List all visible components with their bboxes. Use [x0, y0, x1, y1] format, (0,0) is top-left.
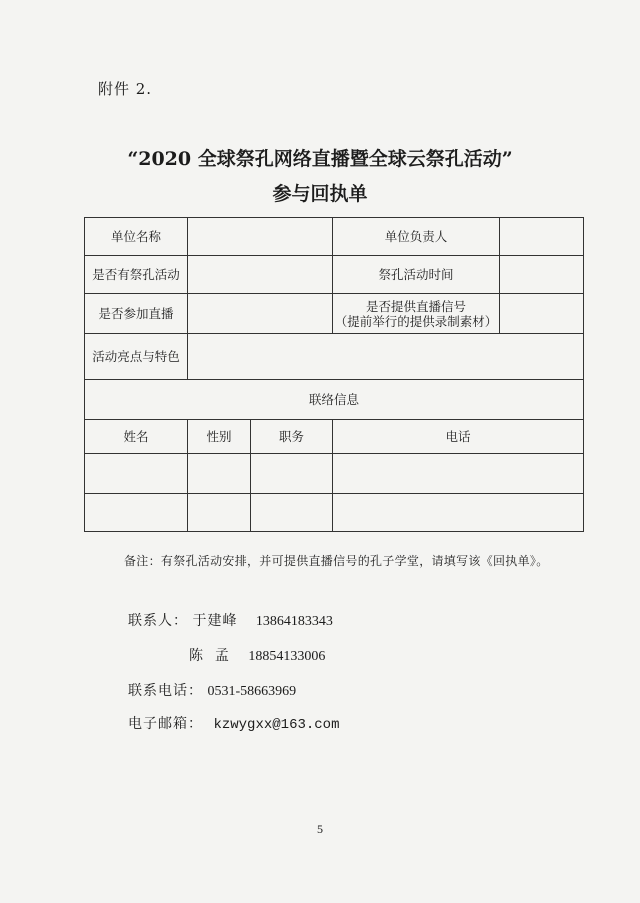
contact-position-cell[interactable]	[251, 454, 333, 494]
contact-telephone	[128, 680, 296, 700]
telephone-label: 联系电话：	[128, 683, 203, 699]
contact-phone-cell[interactable]	[333, 454, 584, 494]
contact-phone-cell[interactable]	[333, 494, 584, 532]
has-ceremony-label: 是否有祭孔活动	[85, 256, 188, 294]
contact-name-cell[interactable]	[85, 494, 188, 532]
contact-gender-cell[interactable]	[188, 454, 251, 494]
table-row	[85, 420, 584, 454]
provide-signal-field[interactable]	[500, 294, 584, 334]
contact-person-1	[128, 610, 333, 630]
table-row	[85, 294, 584, 334]
join-live-label: 是否参加直播	[85, 294, 188, 334]
table-row	[85, 218, 584, 256]
receipt-form-table	[84, 217, 584, 532]
email-value: kzwygxx@163.com	[213, 717, 340, 733]
contact-position-cell[interactable]	[251, 494, 333, 532]
contact-name-cell[interactable]	[85, 454, 188, 494]
col-name-header: 姓名	[85, 420, 188, 454]
contact-person-1-phone: 13864183343	[255, 614, 333, 629]
contact-email	[128, 713, 339, 733]
telephone-value: 0531-58663969	[207, 684, 297, 699]
contact-label: 联系人：	[128, 613, 188, 629]
email-label: 电子邮箱：	[128, 716, 203, 732]
form-note: 备注：有祭孔活动安排，并可提供直播信号的孔子学堂，请填写该《回执单》。	[124, 554, 549, 568]
contact-gender-cell[interactable]	[188, 494, 251, 532]
contact-person-2-phone: 18854133006	[248, 649, 326, 664]
unit-head-field[interactable]	[500, 218, 584, 256]
col-gender-header: 性别	[188, 420, 251, 454]
contact-info-heading: 联络信息	[85, 380, 584, 420]
col-phone-header: 电话	[333, 420, 584, 454]
provide-signal-note: （提前举行的提供录制素材）	[334, 313, 498, 329]
page-number: 5	[317, 822, 323, 836]
unit-head-label: 单位负责人	[333, 218, 500, 256]
table-row	[85, 454, 584, 494]
ceremony-time-label: 祭孔活动时间	[333, 256, 500, 294]
document-subtitle: 参与回执单	[272, 183, 368, 205]
highlights-field[interactable]	[188, 334, 584, 380]
contact-person-2	[189, 645, 325, 665]
contact-person-2-name: 陈 孟	[189, 648, 230, 664]
document-title: “2020 全球祭孔网络直播暨全球云祭孔活动”	[127, 148, 513, 170]
unit-name-field[interactable]	[188, 218, 333, 256]
col-position-header: 职务	[251, 420, 333, 454]
contact-person-1-name: 于建峰	[192, 613, 238, 629]
table-row	[85, 494, 584, 532]
unit-name-label: 单位名称	[85, 218, 188, 256]
join-live-field[interactable]	[188, 294, 333, 334]
has-ceremony-field[interactable]	[188, 256, 333, 294]
table-row	[85, 334, 584, 380]
attachment-label: 附件 2.	[98, 80, 153, 98]
provide-signal-text: 是否提供直播信号	[366, 298, 467, 314]
ceremony-time-field[interactable]	[500, 256, 584, 294]
highlights-label: 活动亮点与特色	[85, 334, 188, 380]
provide-signal-label	[333, 294, 500, 334]
table-row	[85, 380, 584, 420]
table-row	[85, 256, 584, 294]
